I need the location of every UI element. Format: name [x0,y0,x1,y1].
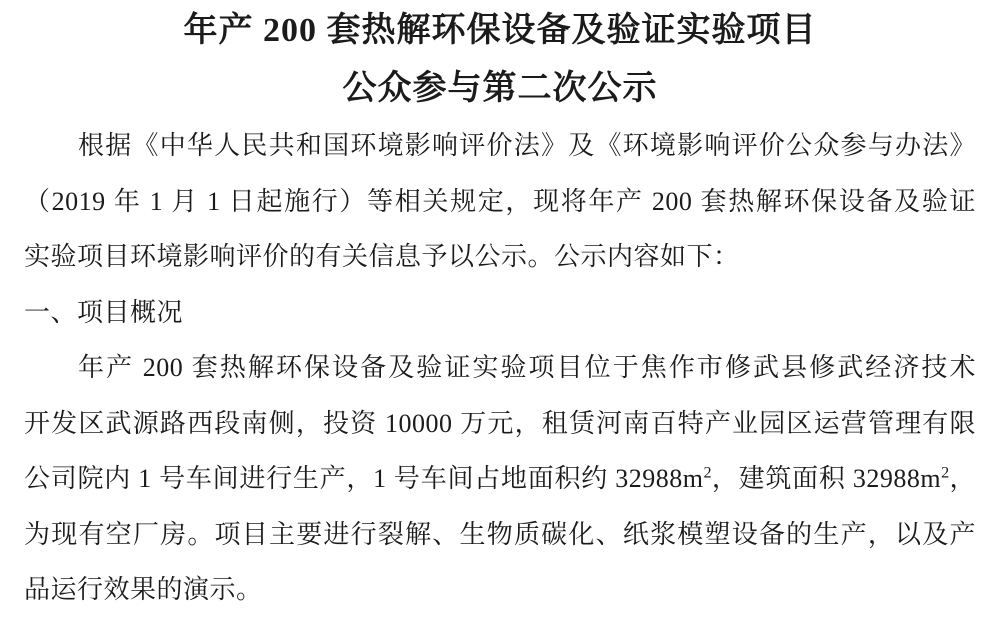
line-text: ，建筑面积 32988m [711,464,942,493]
line-text: 为现有空厂房。项目主要进行裂解、生物质碳化、纸浆模塑设备的生产，以及产 [24,519,976,549]
document-body [24,118,976,618]
body-line-1 [24,118,976,174]
superscript-text: 2 [941,464,950,482]
superscript-text: 2 [703,464,712,482]
body-line-9 [24,562,976,618]
line-text: （2019 年 1 月 1 日起施行）等相关规定，现将年产 200 套热解环保设备及验证 [24,186,976,216]
line-text: 实验项目环境影响评价的有关信息予以公示。公示内容如下： [24,242,740,271]
body-line-8 [24,507,976,563]
body-line-6 [24,396,976,452]
line-text: 公司院内 1 号车间进行生产，1 号车间占地面积约 32988m [24,464,704,493]
line-text: 开发区武源路西段南侧，投资 10000 万元，租赁河南百特产业园区运营管理有限 [24,408,976,438]
line-text: ， [949,464,976,493]
line-text: 一、项目概况 [24,297,184,327]
line-text: 根据《中华人民共和国环境影响评价法》及《环境影响评价公众参与办法》 [78,131,976,160]
body-line-7 [24,451,976,507]
document-title [24,2,976,118]
body-line-4 [24,285,976,341]
body-line-5 [24,340,976,396]
title-line-2: 公众参与第二次公示 [342,70,658,107]
line-text: 品运行效果的演示。 [24,575,263,604]
line-text: 年产 200 套热解环保设备及验证实验项目位于焦作市修武县修武经济技术 [78,353,976,382]
title-line-1: 年产 200 套热解环保设备及验证实验项目 [183,12,817,49]
body-line-2 [24,174,976,230]
body-line-3 [24,229,976,285]
